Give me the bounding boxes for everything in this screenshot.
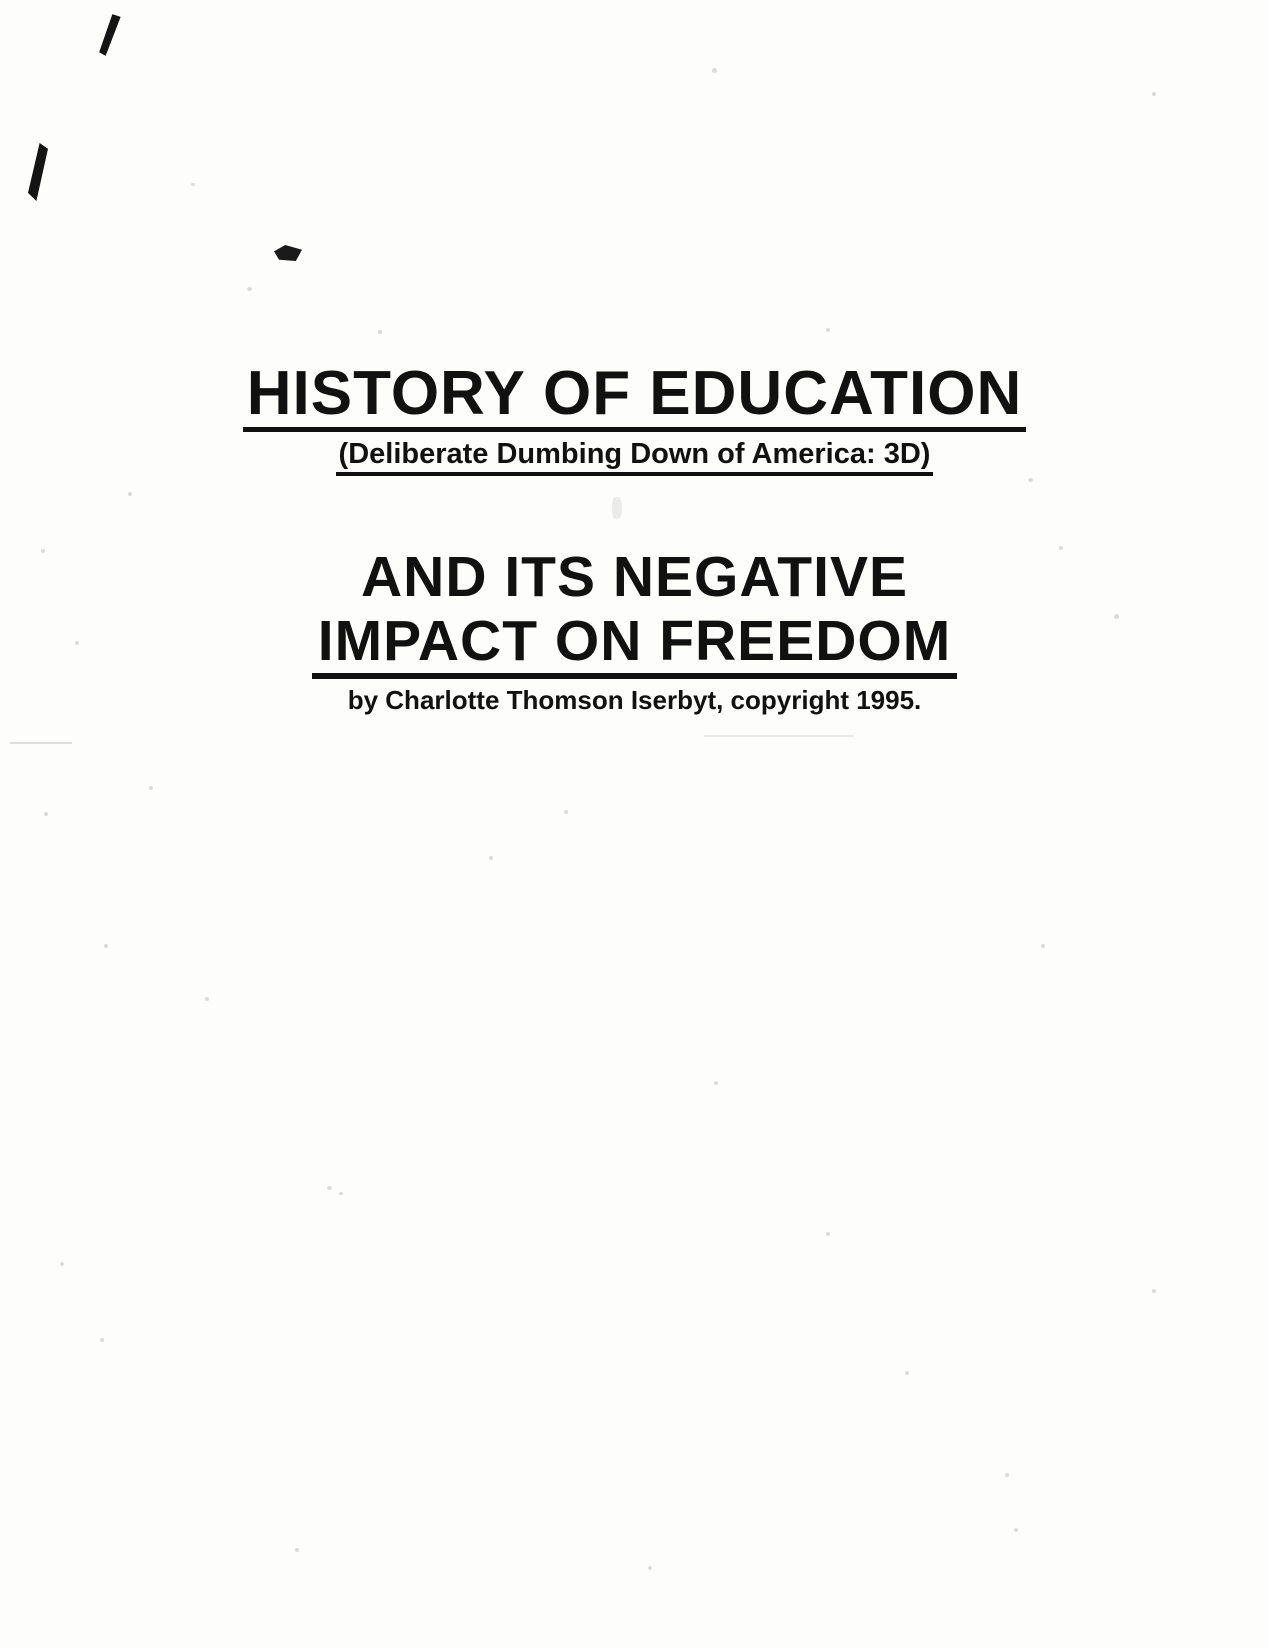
- scan-speck: [1152, 1289, 1156, 1293]
- document-subtitle: [0, 438, 1269, 476]
- scan-speck: [104, 944, 108, 948]
- pen-stroke-mark-icon: [97, 14, 120, 57]
- document-title-line-2: [0, 545, 1269, 610]
- scan-speck: [1041, 944, 1045, 948]
- scan-speck: [339, 1192, 343, 1195]
- scan-artifact: [10, 742, 72, 744]
- document-byline-text: by Charlotte Thomson Iserbyt, copyright 1995.: [347, 684, 922, 715]
- scan-speck: [205, 997, 209, 1001]
- scan-speck: [489, 856, 493, 860]
- title-spacer: [0, 476, 1269, 548]
- scan-speck: [247, 287, 252, 291]
- scan-speck: [648, 1566, 652, 1570]
- scan-speck: [100, 1338, 104, 1342]
- scan-speck: [1014, 1528, 1018, 1532]
- document-title-line-1: [0, 359, 1269, 432]
- document-title-line-3: [0, 608, 1269, 679]
- pen-stroke-mark-icon: [28, 143, 48, 201]
- scan-speck: [564, 810, 568, 814]
- document-byline: [0, 685, 1269, 716]
- scan-speck: [826, 328, 830, 332]
- document-title-line-3-text: IMPACT ON FREEDOM: [312, 612, 957, 679]
- scan-speck: [712, 68, 717, 73]
- scan-speck: [295, 1548, 299, 1552]
- scan-speck: [1005, 1473, 1009, 1477]
- scan-speck: [191, 183, 195, 186]
- document-title-line-1-text: HISTORY OF EDUCATION: [243, 362, 1027, 432]
- scan-speck: [60, 1262, 64, 1266]
- scan-speck: [378, 330, 382, 334]
- ink-blot-mark-icon: [274, 245, 302, 261]
- scan-speck: [714, 1081, 718, 1085]
- title-block: [0, 359, 1269, 716]
- document-subtitle-text: (Deliberate Dumbing Down of America: 3D): [336, 438, 934, 476]
- scan-artifact: [704, 735, 854, 737]
- scan-speck: [149, 786, 153, 790]
- scan-speck: [44, 812, 48, 816]
- document-title-line-2-text: AND ITS NEGATIVE: [361, 545, 908, 610]
- scan-speck: [327, 1186, 332, 1190]
- scan-speck: [826, 1232, 830, 1236]
- scan-speck: [905, 1371, 909, 1375]
- scan-speck: [1152, 92, 1156, 96]
